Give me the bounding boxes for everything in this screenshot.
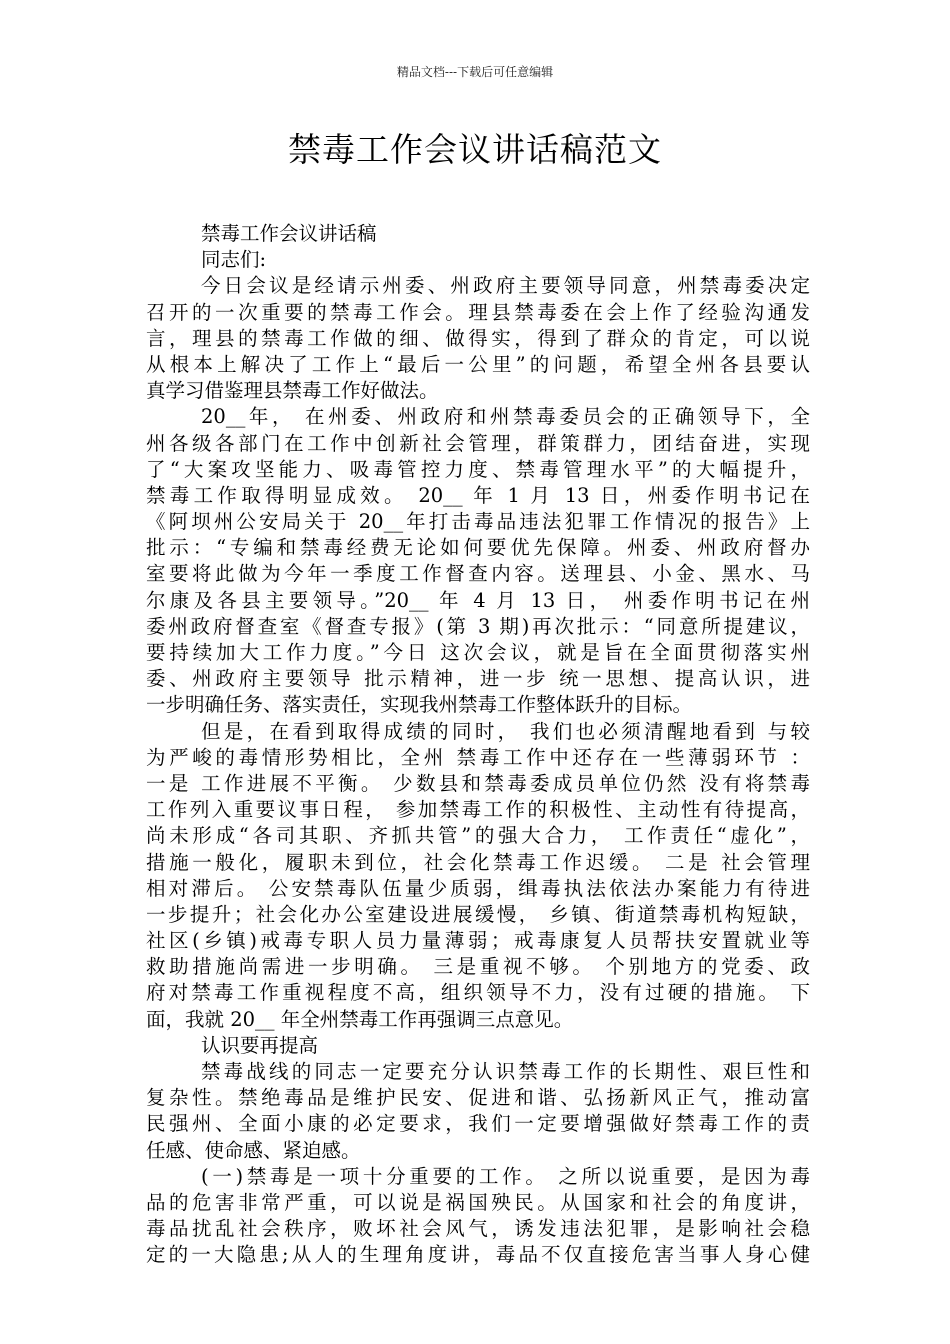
text-line: 批示：“专编和禁毒经费无论如何要优先保障。州委、州政府督办 xyxy=(146,536,810,560)
text-line: 工作列入重要议事日程， 参加禁毒工作的积极性、主动性有待提高， xyxy=(146,798,810,822)
text-line: 救助措施尚需进一步明确。 三是重视不够。 个别地方的党委、政 xyxy=(146,955,810,979)
text-line: 认识要再提高 xyxy=(201,1033,319,1057)
text-line: 一步提升；社会化办公室建设进展缓慢， 乡镇、街道禁毒机构短缺， xyxy=(146,902,810,926)
text-line: 了“大案攻坚能力、吸毒管控力度、禁毒管理水平”的大幅提升， xyxy=(146,457,810,481)
text-line: 复杂性。禁绝毒品是维护民安、促进和谐、弘扬新风正气，推动富 xyxy=(146,1086,810,1110)
text-line: 同志们: xyxy=(201,248,267,272)
text-line: 府对禁毒工作重视程度不高，组织领导不力，没有过硬的措施。 下 xyxy=(146,981,810,1005)
text-line: 召开的一次重要的禁毒工作会。理县禁毒委在会上作了经验沟通发 xyxy=(146,300,810,324)
text-line: 毒品扰乱社会秩序，败坏社会风气，诱发违法犯罪，是影响社会稳 xyxy=(146,1217,810,1241)
text-line: 20__年， 在州委、州政府和州禁毒委员会的正确领导下，全 xyxy=(201,405,810,429)
text-line: 任感、使命感、紧迫感。 xyxy=(146,1138,361,1162)
text-line: 委、州政府主要领导 批示精神，进一步 统一思想、提高认识，进 xyxy=(146,667,810,691)
text-line: 尔康及各县主要领导。”20__ 年 4 月 13 日， 州委作明书记在州 xyxy=(146,588,810,612)
text-line: 今日会议是经请示州委、州政府主要领导同意，州禁毒委决定 xyxy=(201,274,810,298)
text-line: 言，理县的禁毒工作做的细、做得实，得到了群众的肯定，可以说 xyxy=(146,326,810,350)
document-title: 禁毒工作会议讲话稿范文 xyxy=(288,130,662,169)
text-line: 禁毒工作取得明显成效。 20__ 年 1 月 13 日，州委作明书记在 xyxy=(146,483,810,507)
text-line: 禁毒战线的同志一定要充分认识禁毒工作的长期性、艰巨性和 xyxy=(201,1060,810,1083)
text-line: 尚未形成“各司其职、齐抓共管”的强大合力， 工作责任“虚化”， xyxy=(146,824,810,848)
text-line: 从根本上解决了工作上“最后一公里”的问题，希望全州各县要认 xyxy=(146,352,810,376)
text-line: 面，我就 20__ 年全州禁毒工作再强调三点意见。 xyxy=(146,1007,574,1031)
document-body xyxy=(146,221,810,1269)
text-line: 一是 工作进展不平衡。 少数县和禁毒委成员单位仍然 没有将禁毒 xyxy=(146,771,810,795)
header-note: 精品文档---下载后可任意编辑 xyxy=(396,65,554,79)
text-line: 禁毒工作会议讲话稿 xyxy=(201,222,377,245)
text-line: 委州政府督查室《督查专报》(第 3 期)再次批示：“同意所提建议， xyxy=(146,614,810,638)
text-line: 民强州、全面小康的必定要求，我们一定要增强做好禁毒工作的责 xyxy=(146,1112,810,1136)
text-line: 要持续加大工作力度。”今日 这次会议，就是旨在全面贯彻落实州 xyxy=(146,641,810,664)
text-line: 措施一般化，履职未到位，社会化禁毒工作迟缓。 二是 社会管理 xyxy=(146,850,810,874)
text-line: 但是，在看到取得成绩的同时， 我们也必须清醒地看到 与较 xyxy=(201,719,810,743)
text-line: 定的一大隐患;从人的生理角度讲，毒品不仅直接危害当事人身心健 xyxy=(146,1243,810,1267)
text-line: 为严峻的毒情形势相比，全州 禁毒工作中还存在一些薄弱环节 ： xyxy=(146,745,810,769)
text-line: 一步明确任务、落实责任，实现我州禁毒工作整体跃升的目标。 xyxy=(146,693,693,717)
text-line: 品的危害非常严重，可以说是祸国殃民。从国家和社会的角度讲， xyxy=(146,1190,810,1214)
text-line: 室要将此做为今年一季度工作督查内容。送理县、小金、黑水、马 xyxy=(146,562,810,586)
text-line: 州各级各部门在工作中创新社会管理，群策群力，团结奋进，实现 xyxy=(146,431,810,455)
text-line: (一)禁毒是一项十分重要的工作。 之所以说重要，是因为毒 xyxy=(201,1164,810,1188)
text-line: 社区(乡镇)戒毒专职人员力量薄弱；戒毒康复人员帮扶安置就业等 xyxy=(146,929,810,953)
text-line: 真学习借鉴理县禁毒工作好做法。 xyxy=(146,379,439,403)
text-line: 《阿坝州公安局关于 20__年打击毒品违法犯罪工作情况的报告》上 xyxy=(146,510,810,534)
text-line: 相对滞后。 公安禁毒队伍量少质弱，缉毒执法依法办案能力有待进 xyxy=(146,876,810,900)
